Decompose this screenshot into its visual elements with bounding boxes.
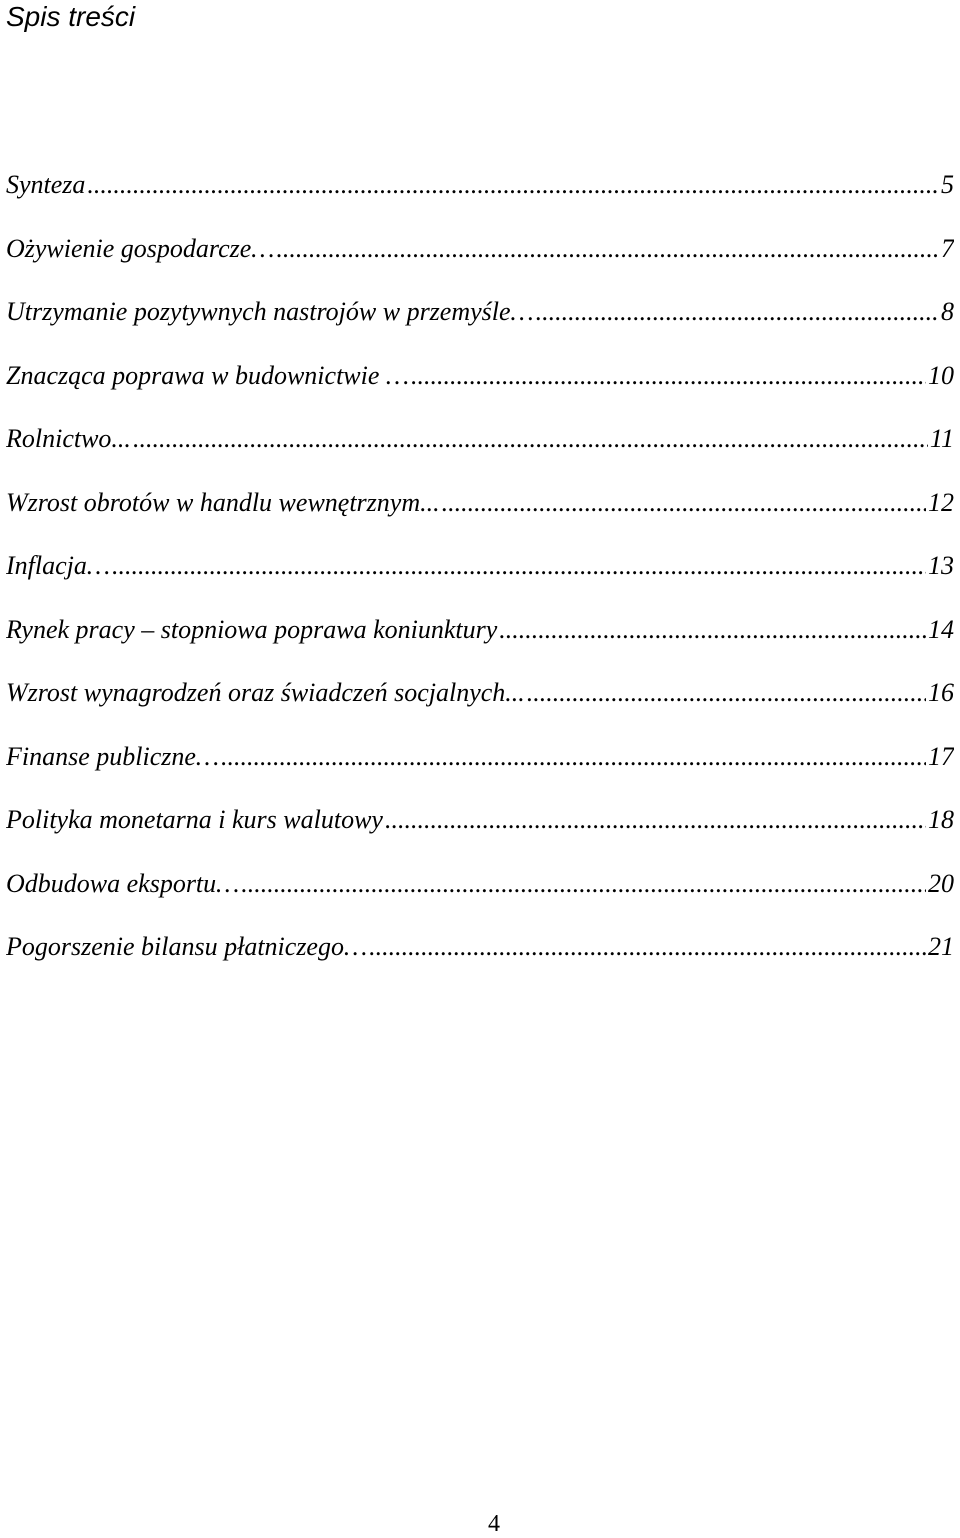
toc-entry-bilans[interactable] [6,930,954,994]
toc-entry-title: Odbudowa eksportu… [6,868,240,898]
toc-dot-leader [133,422,928,456]
toc-entry-title: Inflacja… [6,551,110,580]
toc-list [6,168,954,994]
toc-entry-page: 5 [941,170,954,199]
toc-dot-leader [385,803,926,837]
page-number: 4 [488,1511,500,1537]
toc-entry-title: Ożywienie gospodarcze… [6,233,275,263]
toc-entry-handel[interactable] [6,486,954,550]
toc-entry-budownictwo[interactable] [6,359,954,423]
toc-entry-synteza[interactable] [6,168,954,232]
toc-entry-title: Wzrost wynagrodzeń oraz świadczeń socjalnych... [6,678,525,707]
toc-entry-page: 11 [929,424,954,453]
toc-entry-title: Wzrost obrotów w handlu wewnętrznym... [6,487,440,517]
toc-dot-leader [87,168,939,202]
toc-entry-page: 10 [928,360,954,390]
toc-dot-leader [369,930,926,964]
toc-entry-polityka[interactable] [6,803,954,867]
toc-entry-rolnictwo[interactable] [6,422,954,486]
toc-entry-title: Rolnictwo... [6,424,131,453]
toc-entry-page: 13 [928,551,954,580]
toc-entry-page: 14 [928,614,954,644]
toc-entry-page: 12 [928,487,954,517]
toc-entry-page: 18 [928,805,954,834]
toc-entry-title: Polityka monetarna i kurs walutowy [6,805,383,834]
toc-entry-page: 8 [941,297,954,326]
toc-dot-leader [499,613,926,647]
toc-entry-page: 20 [928,868,954,898]
toc-entry-page: 7 [941,233,954,263]
toc-entry-title: Znacząca poprawa w budownictwie … [6,360,410,390]
toc-entry-page: 17 [928,741,954,771]
toc-entry-title: Utrzymanie pozytywnych nastrojów w przemyśle… [6,297,534,326]
toc-entry-inflacja[interactable] [6,549,954,613]
toc-entry-page: 21 [928,932,954,961]
toc-dot-leader [442,486,926,520]
toc-dot-leader [241,867,926,901]
toc-entry-finanse[interactable] [6,740,954,804]
toc-entry-title: Finanse publiczne… [6,741,220,771]
toc-entry-rynek-pracy[interactable] [6,613,954,677]
toc-entry-wynagrodzenia[interactable] [6,676,954,740]
toc-entry-ozywienie[interactable] [6,232,954,296]
toc-entry-eksport[interactable] [6,867,954,931]
toc-dot-leader [276,232,939,266]
toc-entry-title: Pogorszenie bilansu płatniczego… [6,932,368,961]
toc-entry-przemysl[interactable] [6,295,954,359]
toc-dot-leader [536,295,939,329]
toc-dot-leader [527,676,926,710]
toc-dot-leader [112,549,926,583]
toc-entry-page: 16 [928,678,954,707]
toc-heading: Spis treści [6,1,136,32]
toc-entry-title: Rynek pracy – stopniowa poprawa koniunktury [6,614,498,644]
toc-dot-leader [221,740,926,774]
toc-dot-leader [411,359,926,393]
toc-entry-title: Synteza [6,170,86,199]
